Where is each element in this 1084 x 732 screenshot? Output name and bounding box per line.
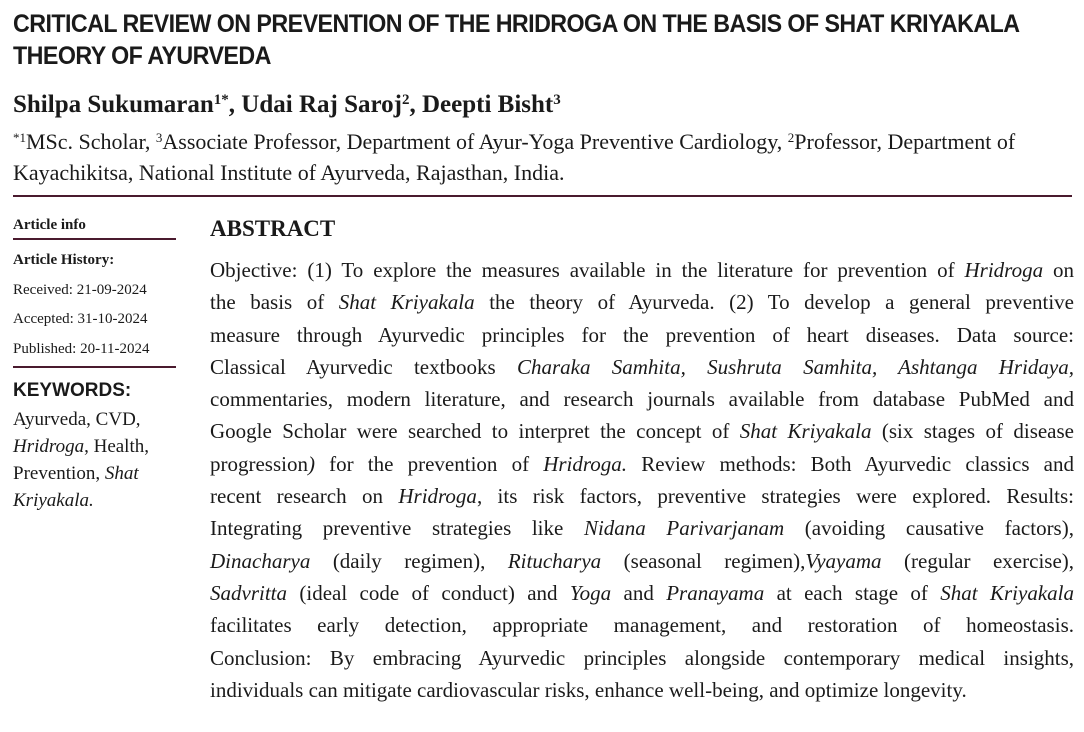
keyword-line — [13, 460, 173, 487]
accepted-date: Accepted: 31-10-2024 — [13, 311, 148, 327]
text-run: Objective: (1) To explore the measures available in the literature for prevention of — [210, 258, 965, 282]
published-date: Published: 20-11-2024 — [13, 340, 150, 357]
affiliation-text: Professor, Department of — [794, 129, 1016, 154]
received-date: Received: 21-09-2024 — [13, 281, 147, 298]
abstract-line — [210, 642, 1074, 674]
text-run: Review methods: Both Ayurvedic classics and — [627, 451, 1074, 476]
text-run: Integrating preventive strategies like — [210, 516, 584, 541]
author-affiliation-mark: 1* — [213, 92, 229, 108]
italic-term: Dinacharya — [210, 548, 311, 573]
affiliation-mark: 3 — [155, 130, 163, 145]
affiliation-text: Associate Professor, Department of Ayur-Yoga Preventive Cardiology, — [162, 129, 788, 154]
abstract-body — [210, 254, 1074, 706]
author-list — [13, 90, 561, 120]
author-affiliation-mark: 2 — [401, 92, 410, 108]
abstract-line — [210, 383, 1074, 415]
text-run: , Health, — [84, 436, 149, 457]
abstract-line — [210, 254, 1074, 286]
italic-term: Shat Kriyakala — [739, 419, 872, 444]
affiliation-mark: *1 — [13, 130, 26, 145]
italic-term: Pranayama — [666, 580, 765, 605]
text-run: Conclusion: By embracing Ayurvedic principles alongside contemporary medical insights, — [210, 645, 1074, 670]
italic-term: Charaka Samhita, Sushruta Samhita, Ashtanga Hridaya, — [516, 354, 1074, 379]
title-line-2: THEORY OF AYURVEDA — [13, 42, 271, 70]
text-run: and — [611, 580, 667, 605]
keyword-line — [13, 433, 173, 460]
text-run: (six stages of disease — [871, 419, 1074, 444]
text-run: (daily regimen), — [310, 548, 508, 573]
italic-term: Shat Kriyakala — [940, 580, 1074, 605]
abstract-heading: ABSTRACT — [210, 216, 336, 241]
keywords-list — [13, 406, 173, 514]
italic-term: Hridroga. — [543, 451, 628, 476]
text-run: (regular exercise), — [881, 548, 1075, 573]
italic-term: Hridroga — [964, 258, 1044, 282]
author-name: Udai Raj Saroj — [241, 91, 402, 118]
article-info-heading: Article info — [13, 217, 86, 233]
abstract-line — [210, 351, 1074, 383]
italic-term: Hridroga — [398, 484, 477, 509]
text-run: individuals can mitigate cardiovascular risks, enhance well-being, and optimize longevity. — [210, 677, 967, 702]
paper-title — [13, 8, 1020, 72]
text-run: for the prevention of — [315, 451, 544, 476]
text-run: , its risk factors, preventive strategies were explored. Results: — [476, 484, 1075, 509]
text-run: the basis of — [210, 290, 339, 315]
affiliation-mark: 2 — [787, 130, 795, 145]
italic-term: Kriyakala. — [13, 490, 94, 511]
sidebar-divider — [13, 366, 176, 368]
text-run: facilitates early detection, appropriate management, and restoration of homeostasis. — [210, 613, 1074, 638]
text-run: recent research on — [210, 484, 399, 509]
text-run: (ideal code of conduct) and — [287, 580, 570, 605]
abstract-line — [210, 319, 1074, 351]
author-affiliation-mark: 3 — [553, 92, 561, 108]
affiliation-line-2: Kayachikitsa, National Institute of Ayurveda, Rajasthan, India. — [13, 160, 565, 185]
abstract-line — [210, 512, 1074, 544]
text-run: (avoiding causative factors), — [784, 516, 1074, 541]
italic-term: Yoga — [569, 580, 612, 605]
italic-term: ) — [308, 451, 315, 476]
italic-term: Hridroga — [13, 436, 85, 457]
keywords-heading: KEYWORDS: — [13, 380, 132, 401]
text-run: Classical Ayurvedic textbooks — [210, 354, 517, 379]
abstract-line — [210, 286, 1074, 318]
italic-term: Vyayama — [805, 548, 882, 573]
text-run: commentaries, modern literature, and research journals available from database PubMed and — [210, 387, 1074, 412]
text-run: measure through Ayurvedic principles for the prevention of heart diseases. Data source: — [210, 322, 1074, 347]
affiliation-line-1 — [13, 126, 1073, 157]
italic-term: Nidana Parivarjanam — [583, 516, 785, 541]
abstract-line — [210, 674, 1074, 706]
sidebar-divider — [13, 238, 176, 240]
text-run: Prevention, — [13, 463, 105, 484]
abstract-line — [210, 609, 1074, 641]
keyword-line — [13, 406, 173, 433]
author-separator: , — [228, 91, 242, 118]
affiliations — [13, 126, 1073, 188]
author-name: Deepti Bisht — [421, 91, 554, 118]
author-name: Shilpa Sukumaran — [13, 91, 214, 118]
affiliation-text: MSc. Scholar, — [26, 129, 156, 154]
text-run: the theory of Ayurveda. (2) To develop a general preventive — [474, 290, 1074, 315]
author-separator: , — [409, 91, 422, 118]
title-line-1: CRITICAL REVIEW ON PREVENTION OF THE HRIDROGA ON THE BASIS OF SHAT KRIYAKALA — [13, 10, 1020, 38]
italic-term: Shat Kriyakala — [338, 290, 475, 315]
italic-term: Ritucharya — [507, 548, 602, 573]
text-run: progression — [210, 451, 308, 476]
abstract-line — [210, 577, 1074, 609]
article-info-sidebar — [13, 215, 176, 514]
header-divider — [13, 195, 1072, 197]
text-run: (seasonal regimen), — [601, 548, 806, 573]
text-run: Ayurveda, CVD, — [13, 409, 141, 430]
keyword-line — [13, 487, 173, 514]
abstract-line — [210, 448, 1074, 480]
abstract-line — [210, 480, 1074, 512]
italic-term: Shat — [104, 463, 139, 484]
article-history-heading: Article History: — [13, 252, 115, 268]
abstract-line — [210, 545, 1074, 577]
abstract-line — [210, 415, 1074, 447]
text-run: Google Scholar were searched to interpret the concept of — [210, 419, 740, 444]
text-run: at each stage of — [764, 580, 941, 605]
italic-term: Sadvritta — [210, 580, 287, 605]
text-run: on — [1043, 258, 1074, 282]
